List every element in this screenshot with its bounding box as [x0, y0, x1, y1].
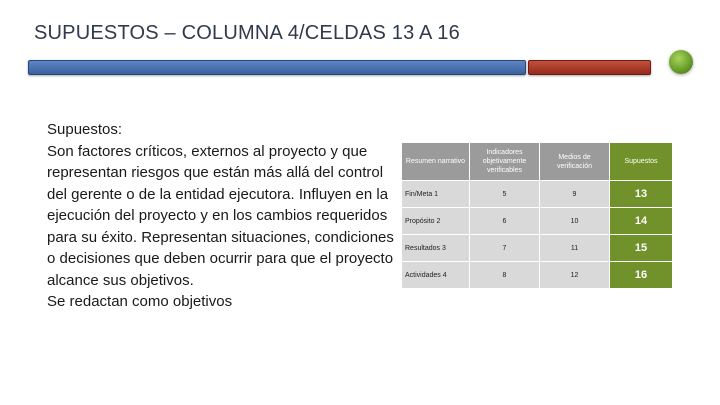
- cell-supuesto: 16: [610, 262, 673, 289]
- description-paragraph: Son factores críticos, externos al proyecto y que representan riesgos que están más allá del control del gerente o de la entidad ejecutora. Influyen en la ejecución del proyecto y en los cambios requeridos para su éxito. Representan situaciones, condiciones o decisiones que deben ocurrir para que el proyecto alcance sus objetivos.: [47, 142, 394, 289]
- description-closing: Se redactan como objetivos: [47, 293, 233, 310]
- supuestos-description: [47, 119, 395, 313]
- table-row: [402, 235, 673, 262]
- cell-indicador: 8: [470, 262, 540, 289]
- row-label-proposito: Propósito 2: [402, 208, 470, 235]
- logical-framework-table: [401, 142, 673, 289]
- header-resumen-narrativo: Resumen narrativo: [402, 143, 470, 181]
- slide-title: SUPUESTOS – COLUMNA 4/CELDAS 13 A 16: [34, 22, 460, 44]
- cell-indicador: 7: [470, 235, 540, 262]
- table-header-row: [402, 143, 673, 181]
- row-label-resultados: Resultados 3: [402, 235, 470, 262]
- cell-supuesto: 15: [610, 235, 673, 262]
- table-row: [402, 262, 673, 289]
- green-circle-decoration: [669, 50, 693, 74]
- row-label-fin-meta: Fin/Meta 1: [402, 181, 470, 208]
- cell-indicador: 6: [470, 208, 540, 235]
- title-underline-blue-bar: [28, 60, 526, 75]
- header-supuestos: Supuestos: [610, 143, 673, 181]
- cell-supuesto: 14: [610, 208, 673, 235]
- title-underline-red-bar: [528, 60, 651, 75]
- header-medios-verificacion: Medios de verificación: [540, 143, 610, 181]
- cell-indicador: 5: [470, 181, 540, 208]
- table-row: [402, 208, 673, 235]
- cell-medio: 11: [540, 235, 610, 262]
- cell-supuesto: 13: [610, 181, 673, 208]
- description-heading: Supuestos:: [47, 121, 123, 138]
- cell-medio: 10: [540, 208, 610, 235]
- row-label-actividades: Actividades 4: [402, 262, 470, 289]
- cell-medio: 9: [540, 181, 610, 208]
- table-row: [402, 181, 673, 208]
- header-indicadores: Indicadores objetivamente verificables: [470, 143, 540, 181]
- cell-medio: 12: [540, 262, 610, 289]
